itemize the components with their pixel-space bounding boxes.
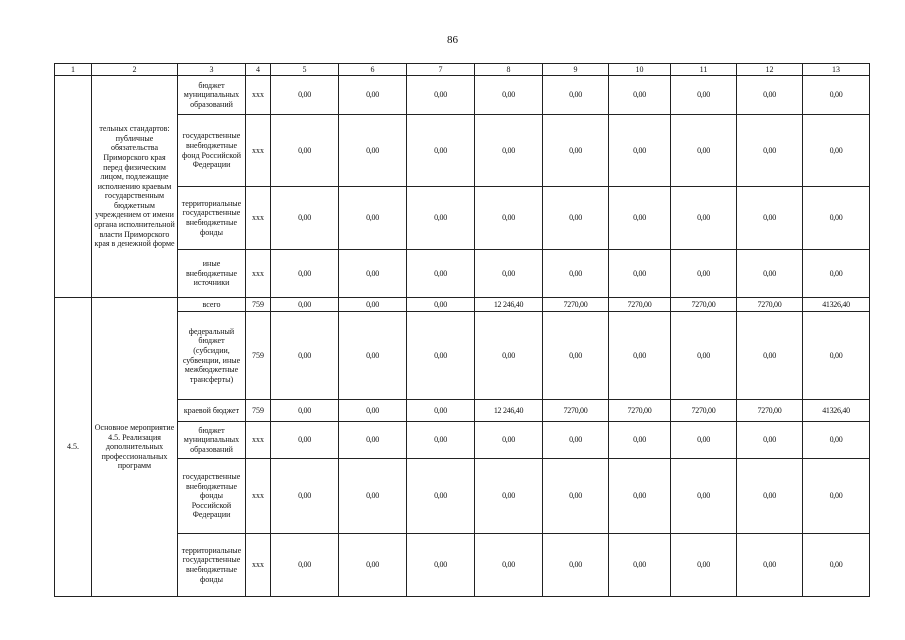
table-row <box>55 76 870 115</box>
amount-cell: 0,00 <box>543 76 609 115</box>
event-name: Основное мероприятие 4.5. Реализация дополнительных профессиональных программ <box>92 298 178 597</box>
amount-cell: 0,00 <box>737 534 803 597</box>
table-row <box>55 400 870 422</box>
amount-cell: 0,00 <box>737 459 803 534</box>
amount-cell: 12 246,40 <box>475 298 543 312</box>
amount-cell: 0,00 <box>609 76 671 115</box>
amount-cell: 7270,00 <box>609 298 671 312</box>
amount-cell: 0,00 <box>609 312 671 400</box>
amount-cell: 0,00 <box>671 187 737 250</box>
amount-cell: 0,00 <box>407 534 475 597</box>
table-row <box>55 187 870 250</box>
table-row <box>55 298 870 312</box>
amount-cell: 0,00 <box>803 459 870 534</box>
amount-cell: 0,00 <box>609 459 671 534</box>
budget-code: 759 <box>246 298 271 312</box>
amount-cell: 0,00 <box>475 187 543 250</box>
column-header-3: 3 <box>178 64 246 76</box>
amount-cell: 0,00 <box>671 534 737 597</box>
funding-source: всего <box>178 298 246 312</box>
amount-cell: 0,00 <box>671 422 737 459</box>
amount-cell: 0,00 <box>271 187 339 250</box>
amount-cell: 0,00 <box>271 298 339 312</box>
budget-code: xxx <box>246 250 271 298</box>
funding-source: территориальные государственные внебюджетные фонды <box>178 187 246 250</box>
amount-cell: 0,00 <box>271 250 339 298</box>
amount-cell: 0,00 <box>407 400 475 422</box>
budget-table <box>54 63 870 597</box>
amount-cell: 7270,00 <box>543 298 609 312</box>
amount-cell: 0,00 <box>271 115 339 187</box>
page-number: 86 <box>447 34 458 46</box>
amount-cell: 0,00 <box>543 187 609 250</box>
amount-cell: 7270,00 <box>671 400 737 422</box>
amount-cell: 0,00 <box>609 187 671 250</box>
budget-code: 759 <box>246 400 271 422</box>
funding-source: бюджет муниципальных образований <box>178 422 246 459</box>
budget-code: xxx <box>246 76 271 115</box>
budget-code: xxx <box>246 459 271 534</box>
table-row <box>55 115 870 187</box>
column-header-4: 4 <box>246 64 271 76</box>
funding-source: государственные внебюджетные фонд Российской Федерации <box>178 115 246 187</box>
table-row <box>55 459 870 534</box>
amount-cell: 0,00 <box>339 187 407 250</box>
amount-cell: 0,00 <box>609 422 671 459</box>
funding-source: иные внебюджетные источники <box>178 250 246 298</box>
amount-cell: 0,00 <box>671 459 737 534</box>
funding-source: территориальные государственные внебюджетные фонды <box>178 534 246 597</box>
amount-cell: 0,00 <box>475 115 543 187</box>
amount-cell: 0,00 <box>271 312 339 400</box>
table-row <box>55 534 870 597</box>
amount-cell: 0,00 <box>543 534 609 597</box>
budget-code: xxx <box>246 187 271 250</box>
amount-cell: 0,00 <box>543 422 609 459</box>
amount-cell: 0,00 <box>339 534 407 597</box>
group-number <box>55 76 92 298</box>
amount-cell: 0,00 <box>543 250 609 298</box>
amount-cell: 0,00 <box>475 534 543 597</box>
column-header-9: 9 <box>543 64 609 76</box>
amount-cell: 12 246,40 <box>475 400 543 422</box>
amount-cell: 0,00 <box>475 422 543 459</box>
amount-cell: 7270,00 <box>737 298 803 312</box>
amount-cell: 0,00 <box>339 115 407 187</box>
table-row <box>55 422 870 459</box>
amount-cell: 0,00 <box>271 534 339 597</box>
amount-cell: 0,00 <box>609 115 671 187</box>
amount-cell: 7270,00 <box>609 400 671 422</box>
funding-source: бюджет муниципальных образований <box>178 76 246 115</box>
amount-cell: 0,00 <box>737 422 803 459</box>
amount-cell: 0,00 <box>803 534 870 597</box>
amount-cell: 41326,40 <box>803 298 870 312</box>
table-row <box>55 312 870 400</box>
column-header-7: 7 <box>407 64 475 76</box>
amount-cell: 0,00 <box>671 250 737 298</box>
budget-code: 759 <box>246 312 271 400</box>
column-header-1: 1 <box>55 64 92 76</box>
funding-source: краевой бюджет <box>178 400 246 422</box>
amount-cell: 0,00 <box>671 115 737 187</box>
amount-cell: 0,00 <box>671 76 737 115</box>
column-header-13: 13 <box>803 64 870 76</box>
amount-cell: 0,00 <box>339 312 407 400</box>
amount-cell: 0,00 <box>609 250 671 298</box>
amount-cell: 0,00 <box>737 187 803 250</box>
group-number: 4.5. <box>55 298 92 597</box>
amount-cell: 0,00 <box>543 312 609 400</box>
column-header-2: 2 <box>92 64 178 76</box>
amount-cell: 0,00 <box>803 422 870 459</box>
amount-cell: 0,00 <box>803 312 870 400</box>
amount-cell: 0,00 <box>407 250 475 298</box>
amount-cell: 0,00 <box>543 459 609 534</box>
column-header-12: 12 <box>737 64 803 76</box>
amount-cell: 0,00 <box>407 312 475 400</box>
amount-cell: 0,00 <box>737 115 803 187</box>
amount-cell: 0,00 <box>475 459 543 534</box>
amount-cell: 7270,00 <box>543 400 609 422</box>
amount-cell: 0,00 <box>407 422 475 459</box>
table-row <box>55 250 870 298</box>
column-header-10: 10 <box>609 64 671 76</box>
amount-cell: 0,00 <box>407 76 475 115</box>
amount-cell: 0,00 <box>737 250 803 298</box>
amount-cell: 0,00 <box>737 312 803 400</box>
amount-cell: 0,00 <box>475 76 543 115</box>
amount-cell: 0,00 <box>271 400 339 422</box>
budget-code: xxx <box>246 422 271 459</box>
amount-cell: 0,00 <box>339 76 407 115</box>
amount-cell: 0,00 <box>407 187 475 250</box>
amount-cell: 0,00 <box>271 459 339 534</box>
amount-cell: 0,00 <box>271 422 339 459</box>
amount-cell: 0,00 <box>271 76 339 115</box>
amount-cell: 0,00 <box>339 422 407 459</box>
amount-cell: 0,00 <box>543 115 609 187</box>
amount-cell: 0,00 <box>475 250 543 298</box>
amount-cell: 0,00 <box>339 298 407 312</box>
funding-source: федеральный бюджет (субсидии, субвенции, иные межбюджетные трансферты) <box>178 312 246 400</box>
event-name: тельных стандартов: публичные обязательства Приморского края перед физическим лицом, подлежащие исполнению краевым государственным бюджетным учреждением от имени органа исполнительной власти Приморского края в денежной форме <box>92 76 178 298</box>
budget-code: xxx <box>246 115 271 187</box>
amount-cell: 7270,00 <box>671 298 737 312</box>
column-header-6: 6 <box>339 64 407 76</box>
amount-cell: 7270,00 <box>737 400 803 422</box>
budget-code: xxx <box>246 534 271 597</box>
amount-cell: 0,00 <box>407 115 475 187</box>
amount-cell: 0,00 <box>803 76 870 115</box>
column-number-row <box>55 64 870 76</box>
column-header-5: 5 <box>271 64 339 76</box>
amount-cell: 0,00 <box>737 76 803 115</box>
amount-cell: 0,00 <box>803 187 870 250</box>
amount-cell: 0,00 <box>339 250 407 298</box>
amount-cell: 41326,40 <box>803 400 870 422</box>
column-header-8: 8 <box>475 64 543 76</box>
amount-cell: 0,00 <box>803 250 870 298</box>
amount-cell: 0,00 <box>609 534 671 597</box>
amount-cell: 0,00 <box>407 459 475 534</box>
amount-cell: 0,00 <box>339 400 407 422</box>
column-header-11: 11 <box>671 64 737 76</box>
amount-cell: 0,00 <box>475 312 543 400</box>
amount-cell: 0,00 <box>407 298 475 312</box>
amount-cell: 0,00 <box>671 312 737 400</box>
amount-cell: 0,00 <box>803 115 870 187</box>
funding-source: государственные внебюджетные фонды Российской Федерации <box>178 459 246 534</box>
amount-cell: 0,00 <box>339 459 407 534</box>
